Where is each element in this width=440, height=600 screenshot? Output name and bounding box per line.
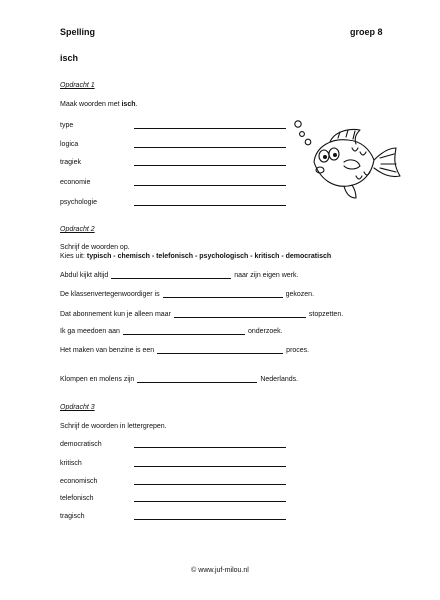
opdracht-2-choices: Kies uit: typisch - chemisch - telefonisch - psychologisch - kritisch - democratisch (60, 253, 332, 260)
word-prompt: economie (60, 179, 91, 186)
answer-line[interactable] (134, 147, 286, 148)
sentence-row (60, 291, 314, 298)
subject-title: Spelling (60, 27, 96, 37)
answer-line[interactable] (134, 501, 286, 502)
answer-line[interactable] (134, 447, 286, 448)
footer-copyright: © www.juf-milou.nl (191, 567, 249, 574)
answer-line[interactable] (134, 484, 286, 485)
word-prompt: tragiek (60, 159, 82, 166)
sentence-text: naar zijn eigen werk. (234, 272, 299, 279)
word-prompt: psychologie (60, 199, 97, 206)
opdracht-1-title: Opdracht 1 (60, 82, 95, 89)
answer-blank[interactable] (163, 291, 283, 298)
fish-bottom-fin (344, 185, 356, 198)
opdracht-2-title: Opdracht 2 (60, 226, 95, 233)
bubble-icon (295, 121, 301, 127)
answer-line[interactable] (134, 205, 286, 206)
word-prompt: logica (60, 141, 79, 148)
answer-blank[interactable] (111, 272, 231, 279)
answer-line[interactable] (134, 128, 286, 129)
answer-line[interactable] (134, 185, 286, 186)
sentence-text: proces. (286, 347, 310, 354)
word-prompt: democratisch (60, 441, 102, 448)
sentence-text: Abdul kijkt altijd (60, 272, 109, 279)
sentence-text: Het maken van benzine is een (60, 347, 155, 354)
group-label: groep 8 (350, 27, 383, 37)
sentence-row (60, 272, 298, 279)
answer-blank[interactable] (157, 347, 283, 354)
answer-blank[interactable] (137, 376, 257, 383)
answer-blank[interactable] (123, 328, 245, 335)
bubble-icon (305, 139, 311, 145)
sentence-text: Klompen en molens zijn (60, 376, 135, 383)
fish-top-fin (330, 130, 360, 145)
bubble-icon (300, 132, 305, 137)
sentence-text: gekozen. (285, 291, 315, 298)
word-prompt: economisch (60, 478, 98, 485)
sentence-row (60, 347, 309, 354)
word-prompt: type (60, 122, 74, 129)
sentence-text: onderzoek. (247, 328, 283, 335)
sentence-text: Nederlands. (260, 376, 299, 383)
answer-line[interactable] (134, 519, 286, 520)
sentence-text: stopzetten. (308, 311, 344, 318)
word-prompt: tragisch (60, 513, 85, 520)
answer-line[interactable] (134, 165, 286, 166)
opdracht-3-title: Opdracht 3 (60, 404, 95, 411)
word-prompt: telefonisch (60, 495, 94, 502)
sentence-row (60, 328, 283, 335)
sentence-text: De klassenvertegenwoordiger is (60, 291, 160, 298)
word-prompt: kritisch (60, 460, 82, 467)
answer-blank[interactable] (174, 311, 306, 318)
sentence-text: Dat abonnement kun je alleen maar (60, 311, 171, 318)
opdracht-2-instruction: Schrijf de woorden op. (60, 244, 130, 251)
fish-body (314, 140, 374, 187)
sentence-row (60, 311, 343, 318)
sentence-text: Ik ga meedoen aan (60, 328, 120, 335)
sentence-row (60, 376, 298, 383)
opdracht-3-instruction: Schrijf de woorden in lettergrepen. (60, 423, 167, 430)
answer-line[interactable] (134, 466, 286, 467)
topic-title: isch (60, 53, 79, 63)
opdracht-1-instruction: Maak woorden met isch. (60, 101, 138, 108)
fish-illustration (290, 118, 405, 210)
